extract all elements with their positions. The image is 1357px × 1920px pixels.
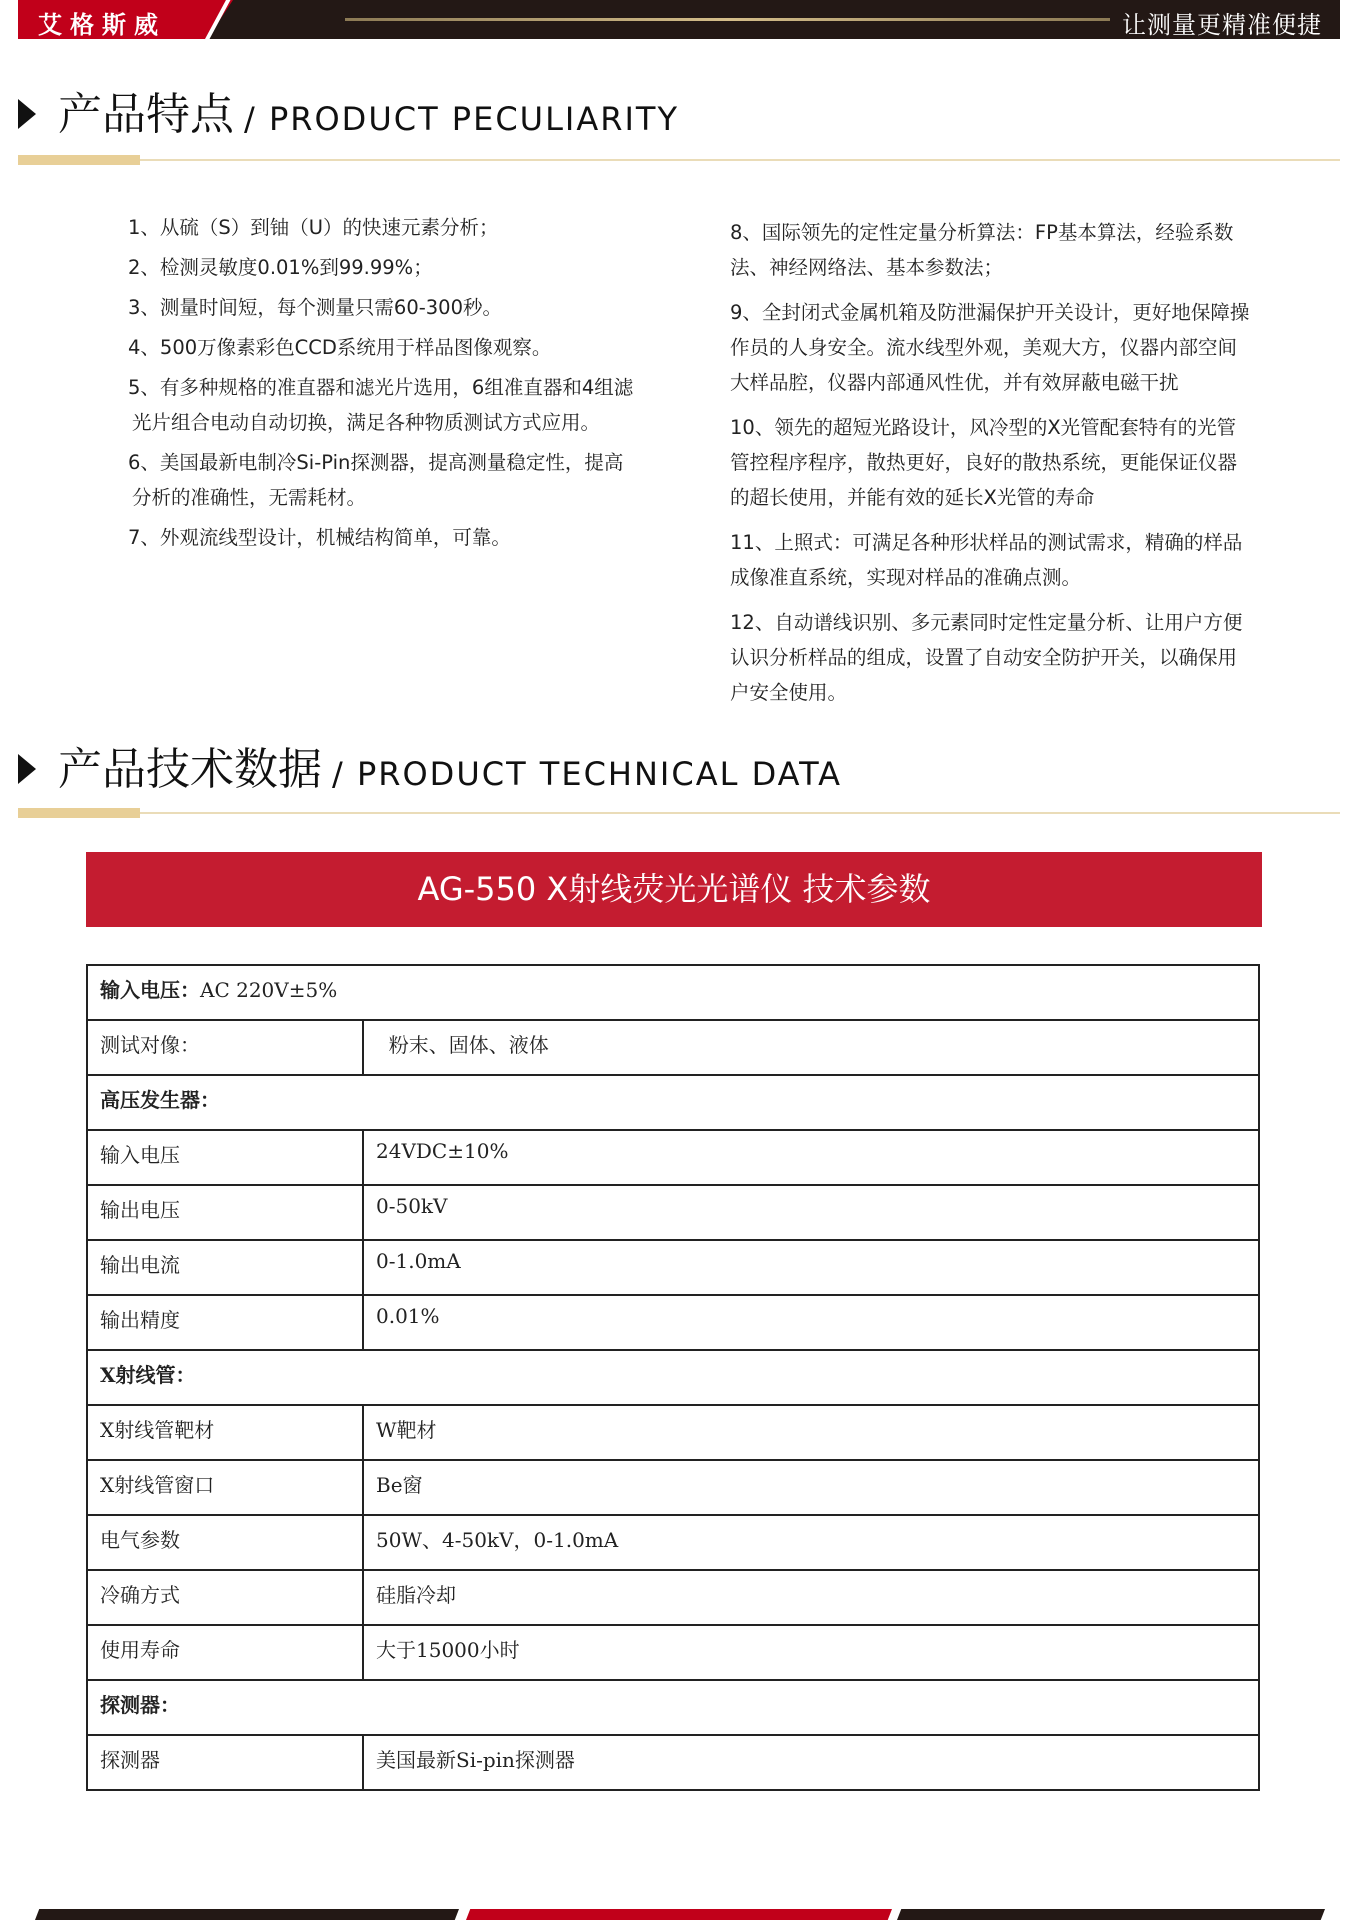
table-row [87, 1075, 1259, 1130]
section-title-en: / PRODUCT PECULIARITY [244, 99, 679, 138]
triangle-bullet-icon [18, 99, 36, 129]
feature-item: 6、美国最新电制冷Si-Pin探测器，提高测量稳定性，提高分析的准确性，无需耗材。 [128, 451, 624, 509]
table-row [87, 1680, 1259, 1735]
feature-item: 10、领先的超短光路设计，风冷型的X光管配套特有的光管管控程序程序，散热更好，良好的散热系统，更能保证仪器的超长使用，并能有效的延长X光管的寿命 [730, 416, 1238, 509]
feature-item: 8、国际领先的定性定量分析算法：FP基本算法，经验系数法、神经网络法、基本参数法； [730, 221, 1234, 279]
feature-item: 11、上照式：可满足各种形状样品的测试需求，精确的样品成像准直系统，实现对样品的准确点测。 [730, 531, 1243, 589]
table-row [87, 1295, 1259, 1350]
spec-section-header: 探测器： [87, 1680, 1259, 1735]
feature-item: 4、500万像素彩色CCD系统用于样品图像观察。 [128, 336, 552, 359]
section-title-cn: 产品技术数据 [58, 744, 322, 795]
footer-stripe-red [466, 1909, 892, 1920]
spec-value: W靶材 [363, 1405, 1259, 1460]
spec-label: X射线管窗口 [87, 1460, 363, 1515]
table-row [87, 965, 1259, 1020]
feature-item: 5、有多种规格的准直器和滤光片选用，6组准直器和4组滤光片组合电动自动切换，满足各种物质测试方式应用。 [128, 376, 634, 434]
spec-value: 50W、4-50kV，0-1.0mA [363, 1515, 1259, 1570]
spec-value: 0.01% [363, 1295, 1259, 1350]
footer-stripe-dark [897, 1909, 1325, 1920]
spec-table [86, 964, 1260, 1791]
spec-label: 输出电压 [87, 1185, 363, 1240]
features-list-left [128, 210, 638, 560]
spec-value: Be窗 [363, 1460, 1259, 1515]
spec-label: 输出电流 [87, 1240, 363, 1295]
table-row [87, 1735, 1259, 1790]
section-title-en: / PRODUCT TECHNICAL DATA [332, 754, 843, 793]
section-title-technical [18, 744, 843, 795]
spec-value: 硅脂冷却 [363, 1570, 1259, 1625]
table-row [87, 1515, 1259, 1570]
spec-banner: AG-550 X射线荧光光谱仪 技术参数 [86, 852, 1262, 927]
section-underline-accent [18, 155, 140, 165]
features-list-right [730, 215, 1250, 720]
feature-item: 7、外观流线型设计，机械结构简单，可靠。 [128, 526, 511, 549]
spec-label: 探测器 [87, 1735, 363, 1790]
spec-value: 24VDC±10% [363, 1130, 1259, 1185]
spec-value: 0-1.0mA [363, 1240, 1259, 1295]
spec-label: 电气参数 [87, 1515, 363, 1570]
spec-label: 输入电压 [87, 1130, 363, 1185]
section-title-cn: 产品特点 [58, 89, 234, 140]
table-row [87, 1350, 1259, 1405]
footer-stripe-dark [35, 1909, 459, 1920]
table-row [87, 1020, 1259, 1075]
spec-value: 大于15000小时 [363, 1625, 1259, 1680]
spec-value: 0-50kV [363, 1185, 1259, 1240]
section-underline [18, 812, 1340, 814]
spec-full-row [87, 965, 1259, 1020]
spec-label: 输入电压： [100, 978, 200, 1002]
section-underline [18, 159, 1340, 161]
spec-label: 测试对像： [87, 1020, 363, 1075]
section-title-peculiarity [18, 89, 679, 140]
table-row [87, 1570, 1259, 1625]
table-row [87, 1130, 1259, 1185]
table-row [87, 1240, 1259, 1295]
triangle-bullet-icon [18, 754, 36, 784]
header-tagline: 让测量更精准便捷 [1122, 11, 1322, 39]
header-gold-line [345, 18, 1110, 21]
brand-logo: 艾格斯威 [38, 11, 166, 39]
section-underline-accent [18, 808, 140, 818]
spec-value: AC 220V±5% [200, 978, 338, 1002]
spec-label: 输出精度 [87, 1295, 363, 1350]
table-row [87, 1625, 1259, 1680]
spec-value: 粉末、固体、液体 [363, 1020, 1259, 1075]
feature-item: 9、全封闭式金属机箱及防泄漏保护开关设计，更好地保障操作员的人身安全。流水线型外观，美观大方，仪器内部空间大样品腔，仪器内部通风性优，并有效屏蔽电磁干扰 [730, 301, 1250, 394]
spec-section-header: 高压发生器： [87, 1075, 1259, 1130]
feature-item: 1、从硫（S）到铀（U）的快速元素分析； [128, 216, 499, 239]
spec-label: 使用寿命 [87, 1625, 363, 1680]
spec-label: X射线管靶材 [87, 1405, 363, 1460]
spec-label: 冷确方式 [87, 1570, 363, 1625]
feature-item: 3、测量时间短，每个测量只需60-300秒。 [128, 296, 502, 319]
table-row [87, 1405, 1259, 1460]
spec-section-header: X射线管： [87, 1350, 1259, 1405]
feature-item: 2、检测灵敏度0.01%到99.99%； [128, 256, 433, 279]
table-row [87, 1185, 1259, 1240]
feature-item: 12、自动谱线识别、多元素同时定性定量分析、让用户方便认识分析样品的组成，设置了自动安全防护开关，以确保用户安全使用。 [730, 611, 1243, 704]
spec-value: 美国最新Si-pin探测器 [363, 1735, 1259, 1790]
table-row [87, 1460, 1259, 1515]
